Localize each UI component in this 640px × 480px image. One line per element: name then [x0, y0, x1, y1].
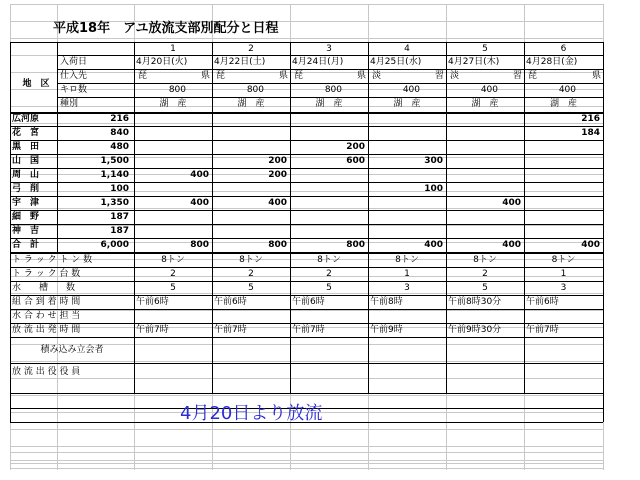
- supplier-b-3: 県: [356, 71, 366, 81]
- kilos-2: 800: [246, 85, 264, 95]
- arrival-date-5: 4月27日(木): [448, 57, 500, 67]
- branch-name-7: 細 野: [12, 212, 40, 222]
- column-number-2: 2: [248, 44, 254, 54]
- header-label-3: 種別: [60, 99, 79, 109]
- header-label-0: 入荷日: [60, 57, 88, 67]
- info-label-0: ト ラ ッ ク ト ン 数: [12, 255, 93, 265]
- info-cell-3-5: 午前8時30分: [448, 297, 502, 307]
- branch-cell-6-2: 400: [268, 198, 287, 208]
- info-cell-3-1: 午前6時: [136, 297, 169, 307]
- branch-name-8: 神 吉: [12, 226, 40, 236]
- sum-label: 合 計: [12, 240, 40, 250]
- branch-name-3: 山 国: [12, 156, 40, 166]
- column-number-5: 5: [482, 44, 488, 54]
- sum-total: 6,000: [100, 240, 129, 250]
- supplier-a-5: 淡: [450, 71, 460, 81]
- fish-type-6: 湖 産: [549, 99, 577, 109]
- header-label-1: 仕入先: [60, 71, 88, 81]
- arrival-date-2: 4月22日(土): [214, 57, 266, 67]
- info-cell-1-4: 1: [404, 269, 410, 279]
- info-label-1: ト ラ ッ ク 台 数: [12, 269, 81, 279]
- gridline-h: [10, 361, 603, 362]
- sheet-title: 平成18年 アユ放流支部別配分と日程: [53, 21, 279, 36]
- branch-cell-4-1: 400: [190, 170, 209, 180]
- sum-cell-3: 800: [346, 240, 365, 250]
- border-h: [10, 393, 603, 394]
- info-cell-0-1: 8トン: [161, 255, 185, 265]
- sum-cell-1: 800: [190, 240, 209, 250]
- info-cell-2-5: 5: [482, 283, 488, 293]
- arrival-date-6: 4月28日(金): [526, 57, 578, 67]
- info-cell-3-6: 午前6時: [526, 297, 559, 307]
- branch-name-1: 花 宮: [12, 128, 40, 138]
- info-label-4: 水 合 わ せ 担 当: [12, 311, 81, 321]
- info-label-6: 積み込み立会者: [40, 345, 104, 355]
- info-cell-2-6: 3: [560, 283, 567, 293]
- gridline-h: [10, 4, 603, 5]
- branch-cell-3-2: 200: [268, 156, 287, 166]
- supplier-b-2: 県: [278, 71, 288, 81]
- column-number-4: 4: [404, 44, 410, 54]
- border-v: [603, 42, 604, 422]
- border-h: [10, 363, 603, 364]
- branch-total-4: 1,140: [100, 170, 129, 180]
- arrival-date-1: 4月20日(火): [136, 57, 188, 67]
- branch-name-4: 周 山: [12, 170, 40, 180]
- branch-total-2: 480: [110, 142, 129, 152]
- info-cell-5-3: 午前7時: [292, 325, 325, 335]
- gridline-h: [10, 446, 603, 447]
- info-cell-3-4: 午前8時: [370, 297, 403, 307]
- branch-name-2: 黒 田: [12, 142, 40, 152]
- branch-total-5: 100: [110, 184, 129, 194]
- announcement-text: 4月20日より放流: [180, 403, 323, 424]
- fish-type-4: 湖 産: [393, 99, 421, 109]
- gridline-h: [10, 463, 603, 464]
- border-v: [10, 42, 11, 422]
- branch-cell-3-4: 300: [424, 156, 443, 166]
- fish-type-5: 湖 産: [471, 99, 499, 109]
- info-cell-5-1: 午前7時: [136, 325, 169, 335]
- branch-total-1: 840: [110, 128, 129, 138]
- info-cell-0-5: 8トン: [473, 255, 497, 265]
- gridline-h: [10, 395, 603, 396]
- branch-name-5: 弓 削: [12, 184, 40, 194]
- branch-name-6: 宇 津: [12, 198, 40, 208]
- fish-type-2: 湖 産: [237, 99, 265, 109]
- info-cell-5-4: 午前9時: [370, 325, 403, 335]
- sum-cell-4: 400: [424, 240, 443, 250]
- branch-cell-2-3: 200: [346, 142, 365, 152]
- arrival-date-3: 4月24日(月): [292, 57, 344, 67]
- info-cell-1-6: 1: [560, 269, 567, 279]
- info-cell-3-3: 午前6時: [292, 297, 325, 307]
- info-cell-0-2: 8トン: [239, 255, 263, 265]
- branch-cell-5-4: 100: [424, 184, 443, 194]
- info-cell-2-2: 5: [248, 283, 254, 293]
- info-cell-2-3: 5: [326, 283, 332, 293]
- info-cell-1-1: 2: [170, 269, 176, 279]
- branch-cell-0-6: 216: [581, 114, 600, 124]
- info-cell-1-2: 2: [248, 269, 254, 279]
- fish-type-3: 湖 産: [315, 99, 343, 109]
- header-label-2: キロ数: [60, 85, 88, 95]
- supplier-b-4: 習: [434, 71, 444, 81]
- fish-type-1: 湖 産: [159, 99, 187, 109]
- branch-name-0: 広河原: [12, 114, 40, 124]
- info-cell-2-4: 3: [404, 283, 410, 293]
- supplier-b-1: 県: [200, 71, 210, 81]
- area-label: 地 区: [22, 79, 50, 89]
- arrival-date-4: 4月25日(水): [370, 57, 422, 67]
- info-label-5: 放 流 出 発 時 間: [12, 325, 81, 335]
- kilos-4: 400: [402, 85, 420, 95]
- info-label-3: 組 合 到 着 時 間: [12, 297, 81, 307]
- kilos-6: 400: [558, 85, 576, 95]
- supplier-a-2: 琵: [216, 71, 226, 81]
- branch-total-3: 1,500: [100, 156, 129, 166]
- info-cell-5-6: 午前7時: [526, 325, 559, 335]
- info-cell-5-2: 午前7時: [214, 325, 247, 335]
- gridline-h: [10, 452, 603, 453]
- info-cell-0-3: 8トン: [317, 255, 341, 265]
- branch-total-8: 187: [110, 226, 129, 236]
- branch-total-0: 216: [110, 114, 129, 124]
- gridline-h: [10, 460, 603, 461]
- column-number-1: 1: [170, 44, 176, 54]
- column-number-3: 3: [326, 44, 332, 54]
- branch-total-7: 187: [110, 212, 129, 222]
- info-label-7: 放 流 出 役 役 員: [12, 367, 81, 377]
- sum-cell-6: 400: [581, 240, 600, 250]
- supplier-b-6: 県: [591, 71, 601, 81]
- info-cell-1-3: 2: [326, 269, 332, 279]
- info-cell-0-6: 8トン: [551, 255, 576, 265]
- branch-cell-1-6: 184: [581, 128, 600, 138]
- sum-cell-2: 800: [268, 240, 287, 250]
- supplier-a-1: 琵: [138, 71, 148, 81]
- supplier-a-6: 琵: [528, 71, 538, 81]
- info-cell-3-2: 午前6時: [214, 297, 247, 307]
- supplier-a-4: 淡: [372, 71, 382, 81]
- gridline-h: [10, 429, 603, 430]
- info-label-2: 水 槽 数: [12, 283, 76, 293]
- kilos-3: 800: [324, 85, 342, 95]
- column-number-6: 6: [560, 44, 567, 54]
- info-cell-0-4: 8トン: [395, 255, 419, 265]
- info-cell-5-5: 午前9時30分: [448, 325, 502, 335]
- sum-cell-5: 400: [502, 240, 521, 250]
- supplier-a-3: 琵: [294, 71, 304, 81]
- kilos-1: 800: [168, 85, 186, 95]
- gridline-h: [10, 38, 603, 39]
- branch-cell-3-3: 600: [346, 156, 365, 166]
- branch-cell-6-5: 400: [502, 198, 521, 208]
- supplier-b-5: 習: [512, 71, 522, 81]
- info-cell-1-5: 2: [482, 269, 488, 279]
- kilos-5: 400: [480, 85, 498, 95]
- branch-cell-4-2: 200: [268, 170, 287, 180]
- gridline-h: [10, 468, 603, 469]
- info-cell-2-1: 5: [170, 283, 176, 293]
- branch-total-6: 1,350: [100, 198, 129, 208]
- border-h: [10, 337, 603, 338]
- branch-cell-6-1: 400: [190, 198, 209, 208]
